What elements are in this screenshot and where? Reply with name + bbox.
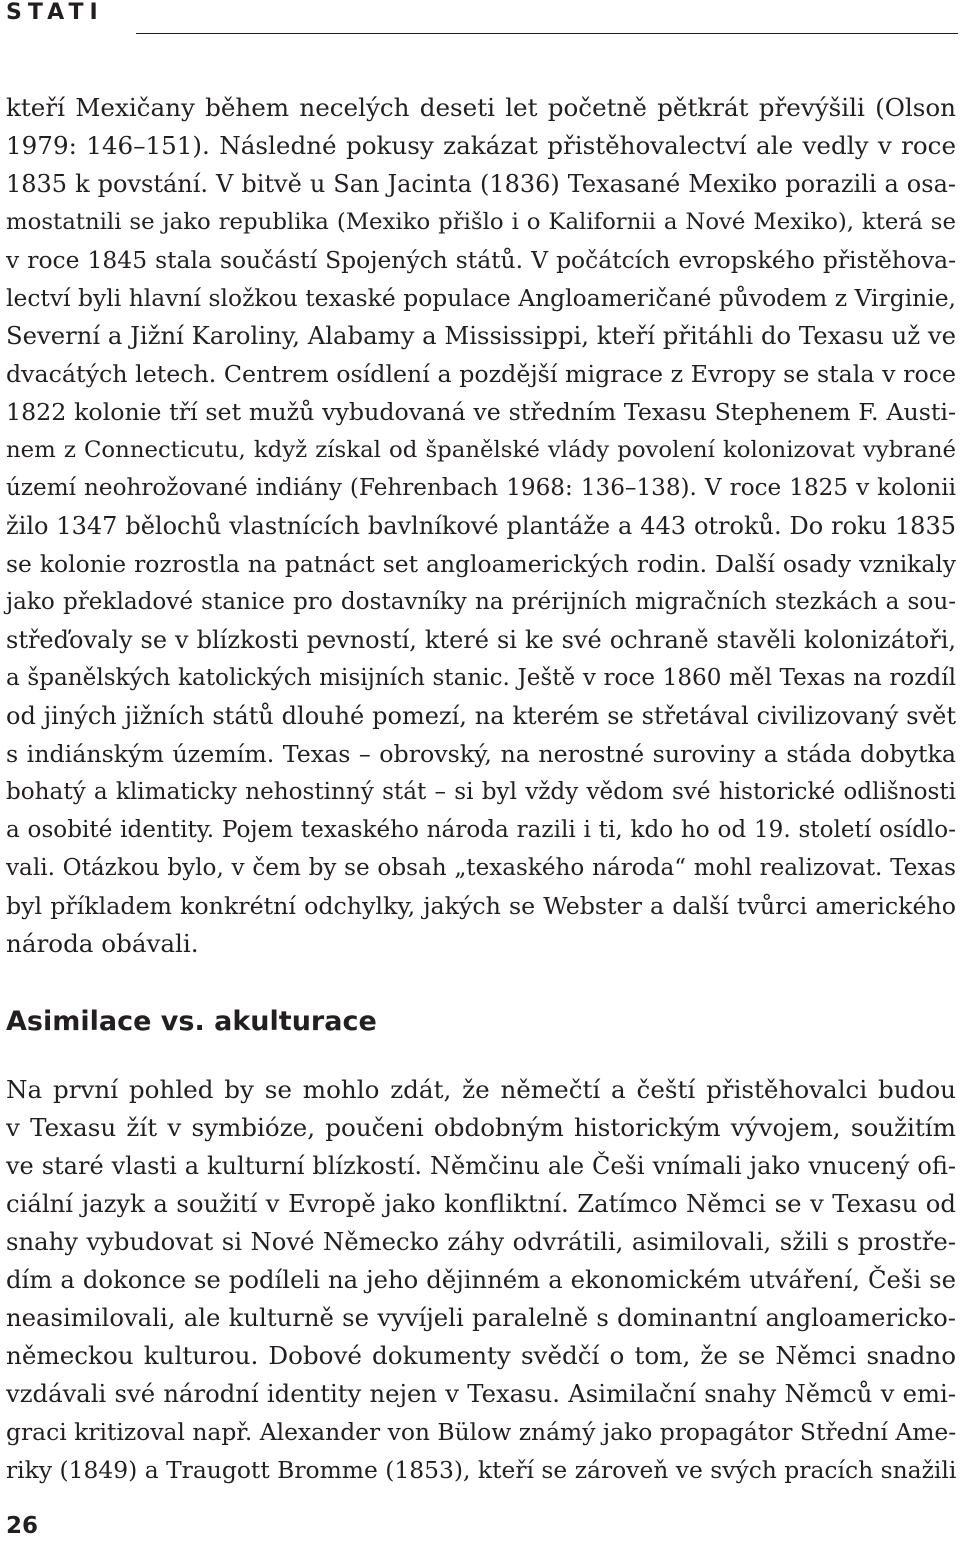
- text-line: mostatnili se jako republika (Mexiko přišlo i o Kalifornii a Nové Mexiko), která se: [6, 209, 956, 235]
- text-line: vzdávali své národní identity nejen v Texasu. Asimilační snahy Němců v emi-: [6, 1379, 956, 1408]
- text-line: střeďovaly se v blízkosti pevností, které si ke své ochraně stavěli kolonizátoři,: [6, 626, 956, 654]
- header-rule: [136, 33, 958, 34]
- section-heading: Asimilace vs. akulturace: [6, 1006, 377, 1037]
- text-line: a osobité identity. Pojem texaského národa razili i ti, kdo ho od 19. století osídlo-: [6, 817, 956, 843]
- text-line: lectví byli hlavní složkou texaské populace Angloameričané původem z Virginie,: [6, 284, 956, 312]
- text-line: 1979: 146–151). Následné pokusy zakázat přistěhovalectví ale vedly v roce: [6, 131, 956, 160]
- text-line: nem z Connecticutu, když získal od španělské vlády povolení kolonizovat vybrané: [6, 437, 956, 463]
- text-line: od jiných jižních států dlouhé pomezí, na kterém se střetával civilizovaný svět: [6, 702, 956, 730]
- text-line: 1822 kolonie tří set mužů vybudovaná ve středním Texasu Stephenem F. Austi-: [6, 398, 956, 426]
- text-line: riky (1849) a Traugott Bromme (1853), kteří se zároveň ve svých pracích snažili: [6, 1456, 957, 1484]
- text-line: Severní a Jižní Karoliny, Alabamy a Mississippi, kteří přitáhli do Texasu už ve: [6, 321, 956, 350]
- text-line: ve staré vlasti a kulturní blízkostí. Němčinu ale Češi vnímali jako vnucený ofi-: [6, 1152, 956, 1180]
- text-line: a španělských katolických misijních stanic. Ještě v roce 1860 měl Texas na rozdíl: [6, 665, 956, 691]
- text-line: byl příkladem konkrétní odchylky, jakých se Webster a další tvůrci amerického: [6, 892, 956, 920]
- text-line: vali. Otázkou bylo, v čem by se obsah „texaského národa“ mohl realizovat. Texas: [6, 855, 956, 881]
- text-line: 1835 k povstání. V bitvě u San Jacinta (1836) Texasané Mexiko porazili a osa-: [6, 170, 956, 198]
- text-line: v Texasu žít v symbióze, poučeni obdobným historickým vývojem, soužitím: [6, 1113, 956, 1142]
- text-line: snahy vybudovat si Nové Německo záhy odvrátili, asimilovali, sžili s prostře-: [6, 1227, 956, 1256]
- text-line: ciální jazyk a soužití v Evropě jako konfliktní. Zatímco Němci se v Texasu od: [6, 1189, 956, 1218]
- text-line: území neohrožované indiány (Fehrenbach 1968: 136–138). V roce 1825 v kolonii: [6, 475, 956, 501]
- text-line: s indiánským územím. Texas – obrovský, na nerostné suroviny a stáda dobytka: [6, 740, 956, 768]
- text-line: dím a dokonce se podíleli na jeho dějinném a ekonomickém utváření, Češi se: [6, 1265, 956, 1294]
- text-line: jako překladové stanice pro dostavníky na prérijních migračních stezkách a sou-: [6, 589, 956, 615]
- text-line: kteří Mexičany během necelých deseti let početně pětkrát převýšili (Olson: [6, 93, 956, 122]
- text-line: v roce 1845 stala součástí Spojených států. V počátcích evropského přistěhova-: [6, 246, 956, 274]
- text-line: neasimilovali, ale kulturně se vyvíjeli paralelně s dominantní angloamericko-: [6, 1303, 956, 1332]
- text-line: žilo 1347 bělochů vlastnících bavlníkové plantáže a 443 otroků. Do roku 1835: [6, 512, 956, 540]
- text-line: Na první pohled by se mohlo zdát, že němečtí a čeští přistěhovalci budou: [6, 1075, 956, 1104]
- text-line: dvacátých letech. Centrem osídlení a pozdější migrace z Evropy se stala v roce: [6, 360, 956, 388]
- page-number: 26: [6, 1513, 39, 1539]
- text-line: národa obávali.: [6, 929, 199, 958]
- text-line: se kolonie rozrostla na patnáct set angloamerických rodin. Další osady vznikaly: [6, 550, 956, 578]
- text-line: německou kulturou. Dobové dokumenty svědčí o tom, že se Němci snadno: [6, 1341, 956, 1370]
- text-line: bohatý a klimaticky nehostinný stát – si byl vždy vědom své historické odlišnosti: [6, 779, 956, 805]
- running-head: STATI: [6, 0, 104, 25]
- text-line: graci kritizoval např. Alexander von Bülow známý jako propagátor Střední Ame-: [6, 1418, 957, 1446]
